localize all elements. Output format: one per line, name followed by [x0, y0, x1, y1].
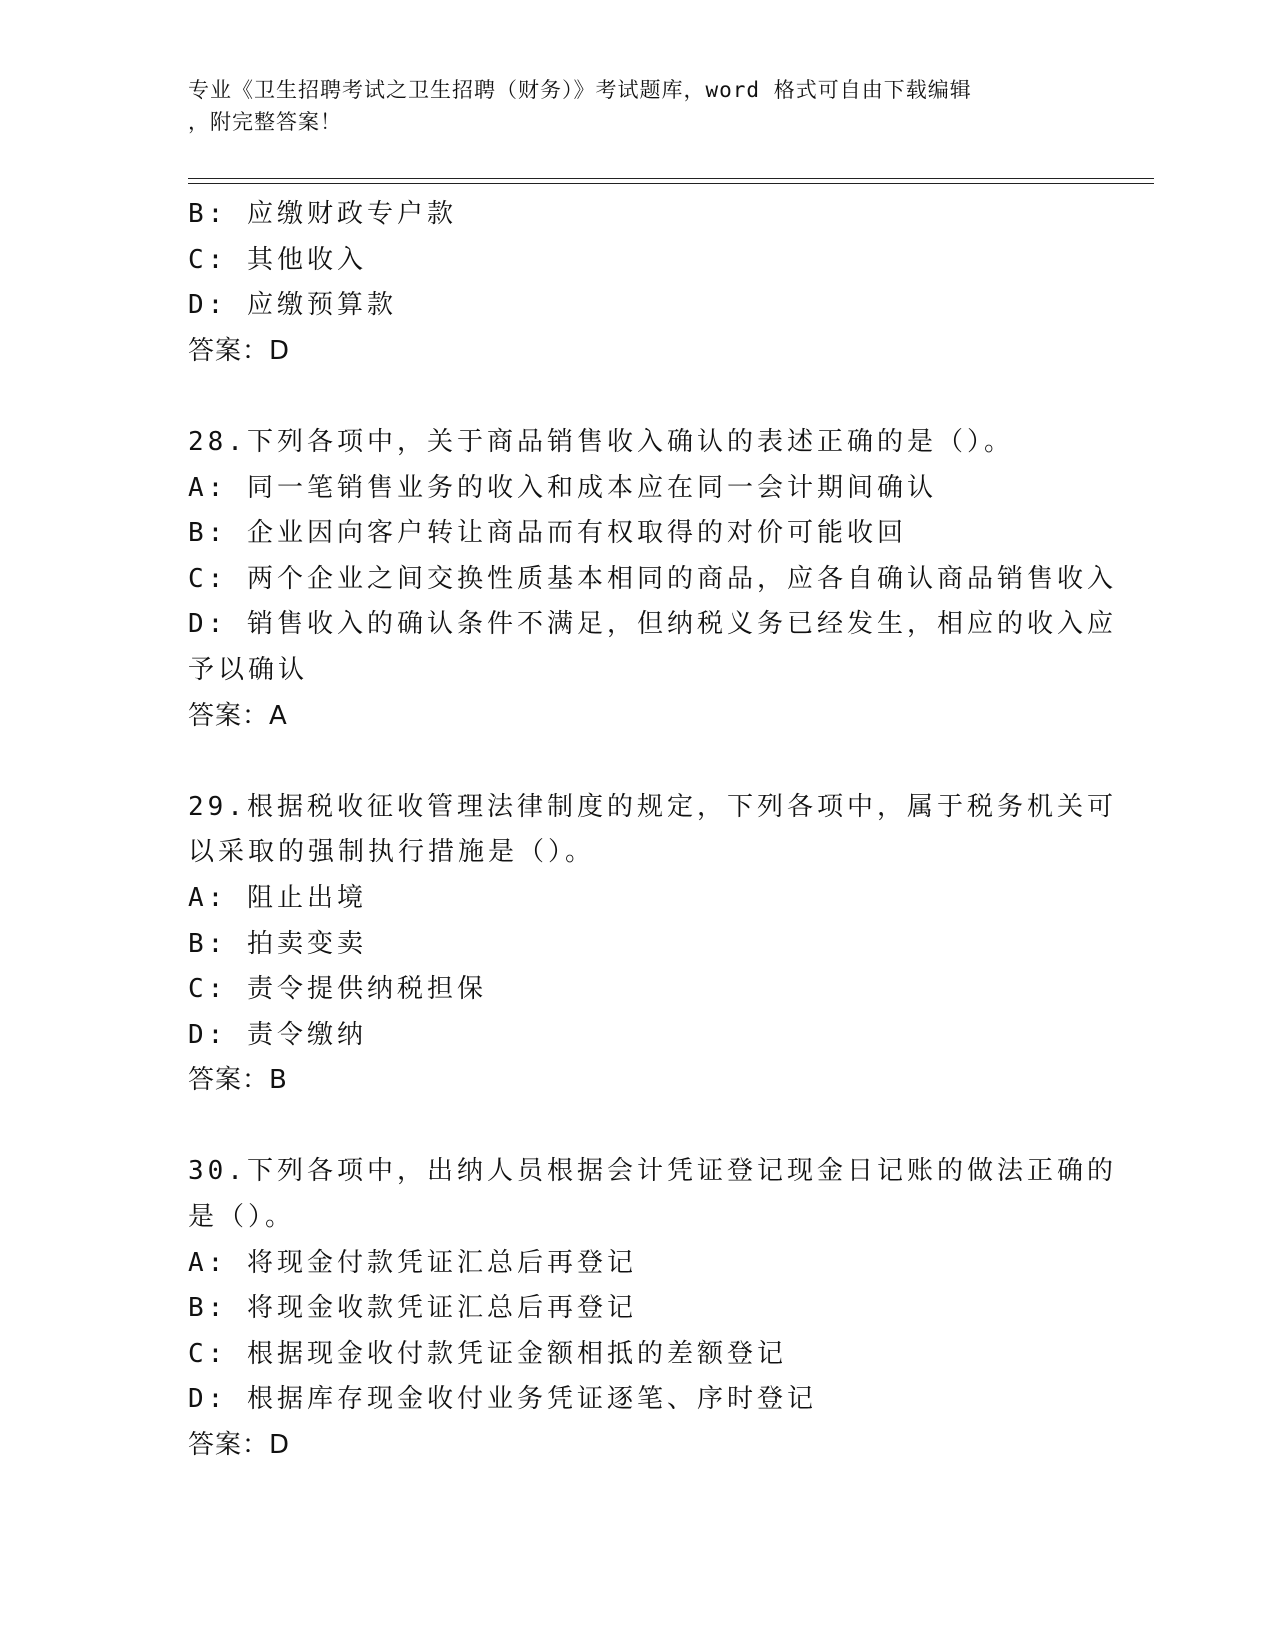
option-d-continued: 予以确认 [188, 654, 309, 685]
header-line-2: ，附完整答案！ [188, 110, 342, 134]
option-c: C: 其他收入 [188, 244, 367, 275]
question-27-continued [188, 192, 1068, 374]
option-d: D: 应缴预算款 [188, 290, 397, 321]
document-header [188, 74, 1068, 138]
option-b: B: 企业因向客户转让商品而有权取得的对价可能收回 [188, 518, 907, 549]
option-d: D: 责令缴纳 [188, 1019, 367, 1050]
option-c: C: 根据现金收付款凭证金额相抵的差额登记 [188, 1338, 787, 1369]
option-a: A: 阻止出境 [188, 882, 367, 913]
question-stem: 28.下列各项中，关于商品销售收入确认的表述正确的是（）。 [188, 426, 1014, 457]
spacer [188, 739, 1068, 785]
answer-label: 答案：A [188, 700, 288, 731]
header-divider-top [188, 178, 1154, 179]
answer-label: 答案：D [188, 335, 291, 366]
answer-label: 答案：D [188, 1430, 291, 1461]
question-stem: 30.下列各项中，出纳人员根据会计凭证登记现金日记账的做法正确的 [188, 1156, 1117, 1187]
header-divider-bottom [188, 183, 1154, 184]
question-stem: 29.根据税收征收管理法律制度的规定，下列各项中，属于税务机关可 [188, 791, 1117, 822]
option-b: B: 应缴财政专户款 [188, 199, 457, 229]
question-30 [188, 1149, 1117, 1468]
option-a: A: 将现金付款凭证汇总后再登记 [188, 1247, 637, 1278]
option-d: D: 销售收入的确认条件不满足，但纳税义务已经发生，相应的收入应 [188, 609, 1117, 640]
spacer [188, 1104, 1068, 1150]
option-c: C: 两个企业之间交换性质基本相同的商品，应各自确认商品销售收入 [188, 563, 1117, 594]
spacer [188, 374, 1068, 420]
question-29 [188, 785, 1117, 1104]
question-stem-continued: 以采取的强制执行措施是（）。 [188, 837, 596, 868]
question-list [188, 192, 1117, 1469]
option-b: B: 拍卖变卖 [188, 928, 367, 959]
option-d: D: 根据库存现金收付业务凭证逐笔、序时登记 [188, 1384, 817, 1415]
option-b: B: 将现金收款凭证汇总后再登记 [188, 1293, 637, 1324]
option-a: A: 同一笔销售业务的收入和成本应在同一会计期间确认 [188, 472, 937, 503]
header-line-1: 专业《卫生招聘考试之卫生招聘（财务）》考试题库，word 格式可自由下载编辑 [188, 78, 972, 102]
answer-label: 答案：B [188, 1065, 288, 1096]
question-28 [188, 420, 1117, 739]
question-stem-continued: 是（）。 [188, 1202, 296, 1233]
option-c: C: 责令提供纳税担保 [188, 974, 487, 1005]
